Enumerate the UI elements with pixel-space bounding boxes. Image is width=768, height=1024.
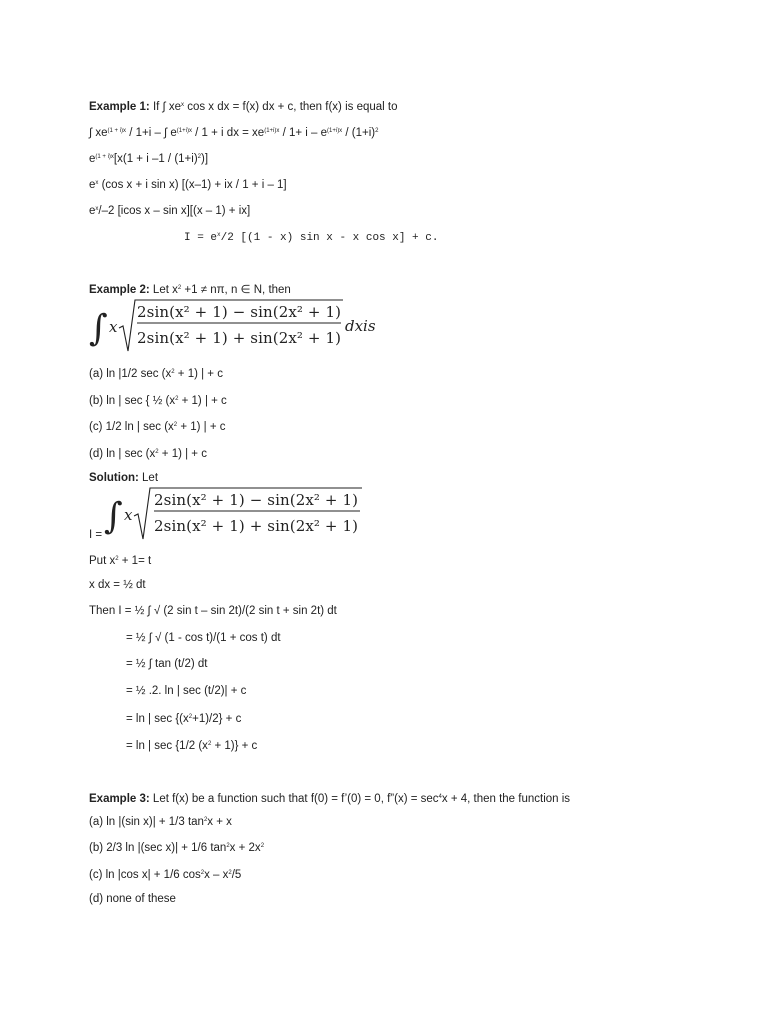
superscript: (1+i)x [264,128,280,134]
example1-label: Example 1: [89,101,150,113]
superscript: 4 [438,794,442,800]
denominator: 2sin(x² + 1) + sin(2x² + 1) [154,517,358,535]
text: Put x [89,555,116,567]
text: / 1+i – ∫ e [126,127,177,139]
text: x – x [204,869,229,881]
example1-line4 [89,202,250,218]
text: + 1)} + c [211,740,258,752]
text: x + x [207,816,232,828]
solution-step-1: Then I = ½ ∫ √ (2 sin t – sin 2t)/(2 sin t + sin 2t) dt [89,605,337,617]
example1-result [184,228,438,245]
superscript: (1 + i)x [95,154,114,160]
text: x + 4, then the function is [441,793,571,805]
text: (a) ln |1/2 sec (x [89,368,172,380]
example3-option-b [89,839,264,855]
text: ∫ xe [89,127,108,139]
superscript: (1+i)x [327,128,343,134]
superscript: x [217,231,221,238]
text: +1 ≠ nπ, n ∈ N, then [181,284,291,296]
text: /2 [(1 - x) sin x - x cos x] + c. [220,232,439,244]
variable-x: x [109,318,118,336]
superscript: x [95,206,99,212]
example2-option-a [89,365,223,381]
text: / 1+ i – e [279,127,328,139]
text: e [89,205,96,217]
text: (c) ln |cos x| + 1/6 cos [89,869,201,881]
superscript: 2 [207,741,212,747]
superscript: 2 [171,369,175,375]
text: + 1) | + c [174,368,223,380]
solution-step-4: = ½ .2. ln | sec (t/2)| + c [126,685,247,697]
solution-integral-formula [104,482,374,546]
superscript: 2 [375,128,379,134]
integral-sign: ∫ [89,308,108,349]
text: [x(1 + i –1 / (1+i) [113,153,198,165]
text: (c) 1/2 ln | sec (x [89,421,174,433]
text: x + 2x [229,842,261,854]
text: (cos x + i sin x) [(x–1) + ix / 1 + i – 1] [98,179,287,191]
text: + 1) | + c [178,395,227,407]
example3-question [89,790,570,806]
example3-option-a [89,813,232,829]
solution-step-6 [126,737,257,753]
text: Let x [149,284,178,296]
text: = ln | sec {1/2 (x [126,740,208,752]
superscript: 2 [203,817,208,823]
superscript: x [95,180,99,186]
i-equals-label: I = [89,529,103,541]
example1-question-text-2: cos x dx = f(x) dx + c, then f(x) is equal to [184,101,398,113]
text: e [89,179,96,191]
text: (d) ln | sec (x [89,448,156,460]
superscript: 2 [260,843,265,849]
superscript: 2 [177,285,182,291]
example2-integral-formula [89,294,389,358]
example3-option-c [89,866,241,882]
solution-step-5 [126,710,241,726]
text: I = e [184,232,218,244]
example1-question-text: If ∫ xe [152,101,182,113]
text: / (1+i) [342,127,376,139]
text: /–2 [icos x – sin x][(x – 1) + ix] [98,205,251,217]
superscript: 2 [226,843,230,849]
superscript: 2 [188,714,193,720]
text: Let [138,472,159,484]
put-line [89,552,151,568]
example3-label: Example 3: [89,793,150,805]
superscript: 2 [155,449,159,455]
text: = ln | sec {(x [126,713,189,725]
superscript: x [181,102,185,108]
text: Let f(x) be a function such that f(0) = f’(0) = 0, f”(x) = sec [149,793,439,805]
numerator: 2sin(x² + 1) − sin(2x² + 1) [154,491,358,509]
superscript: 2 [228,870,232,876]
text: / 1 + i dx = xe [191,127,265,139]
text: (a) ln |(sin x)| + 1/3 tan [89,816,204,828]
text: + 1) | + c [177,421,226,433]
text: +1)/2} + c [192,713,242,725]
solution-step-2: = ½ ∫ √ (1 - cos t)/(1 + cos t) dt [126,632,281,644]
numerator: 2sin(x² + 1) − sin(2x² + 1) [137,303,341,321]
text: (b) ln | sec { ½ (x [89,395,176,407]
superscript: (1 + i)x [107,128,127,134]
example1-line2 [89,150,208,166]
integral-sign: ∫ [104,496,123,537]
superscript: 2 [173,422,178,428]
example2-option-c [89,418,226,434]
superscript: 2 [175,396,179,402]
superscript: 2 [197,154,201,160]
solution-step-3: = ½ ∫ tan (t/2) dt [126,658,208,670]
text: )] [201,153,209,165]
text: + 1) | + c [158,448,207,460]
text: e [89,153,96,165]
example2-label: Example 2: [89,284,150,296]
example2-option-d [89,445,207,461]
xdx-line: x dx = ½ dt [89,579,146,591]
text: (b) 2/3 ln |(sec x)| + 1/6 tan [89,842,227,854]
text: + 1= t [118,555,152,567]
example3-option-d: (d) none of these [89,893,176,905]
solution-label: Solution: [89,472,139,484]
dx-tail: dxis [345,317,376,335]
example2-option-b [89,392,227,408]
example1-line1 [89,124,378,140]
example1-question [89,98,398,114]
variable-x: x [124,506,133,524]
denominator: 2sin(x² + 1) + sin(2x² + 1) [137,329,341,347]
text: /5 [231,869,242,881]
superscript: 2 [115,556,119,562]
superscript: 2 [200,870,205,876]
example1-line3 [89,176,287,192]
superscript: (1+i)x [176,128,192,134]
